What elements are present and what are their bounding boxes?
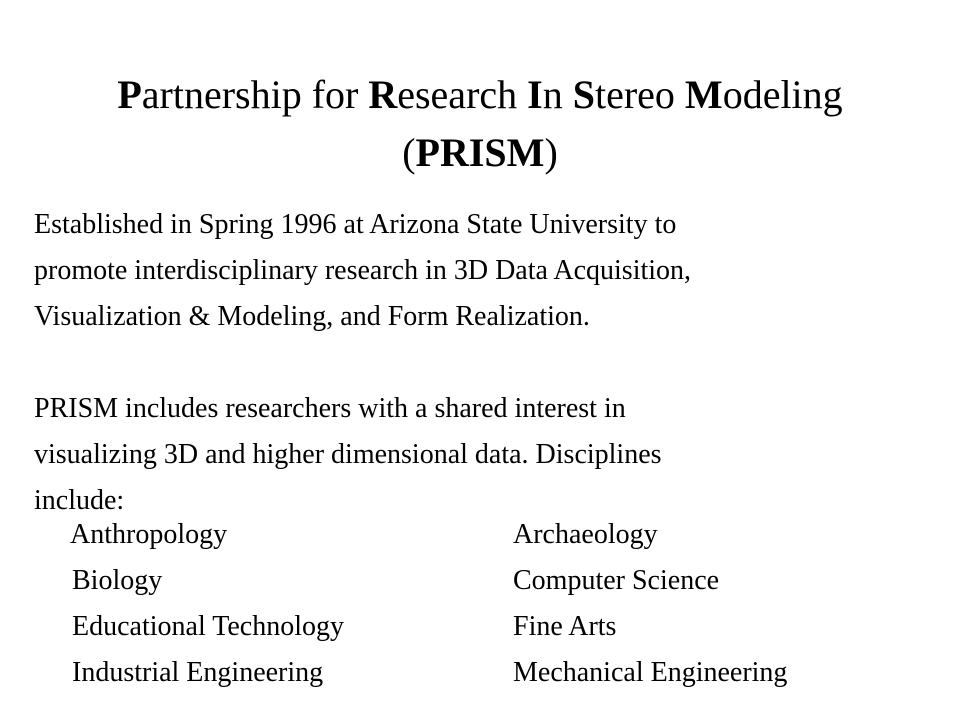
title-line-2 — [0, 124, 960, 182]
discipline-fine-arts: Fine Arts — [513, 611, 617, 642]
discipline-educational-technology: Educational Technology — [72, 611, 345, 642]
paragraph-line: Visualization & Modeling, and Form Realization. — [34, 301, 590, 332]
paragraph-includes — [34, 386, 934, 524]
paragraph-established — [34, 202, 934, 340]
slide-title — [0, 66, 960, 182]
title-close-paren: ) — [544, 130, 558, 175]
paragraph-line: include: — [34, 485, 125, 516]
paragraph-line: visualizing 3D and higher dimensional data. Disciplines — [34, 439, 662, 470]
paragraph-line: promote interdisciplinary research in 3D Data Acquisition, — [34, 255, 692, 286]
title-line-1 — [0, 66, 960, 124]
title-word-stereo: tereo — [594, 72, 685, 117]
title-acronym: PRISM — [415, 130, 545, 175]
discipline-industrial-engineering: Industrial Engineering — [72, 657, 324, 688]
title-initial-m: M — [684, 72, 723, 117]
title-initial-r: R — [368, 72, 398, 117]
title-word-in: n — [542, 72, 573, 117]
paragraph-line: Established in Spring 1996 at Arizona State University to — [34, 209, 677, 240]
paragraph-spacer — [34, 340, 934, 386]
title-initial-s: S — [572, 72, 595, 117]
slide-body — [34, 202, 934, 524]
title-initial-i: I — [527, 72, 543, 117]
title-word-modeling: odeling — [722, 72, 843, 117]
discipline-anthropology: Anthropology — [70, 519, 228, 550]
title-word-research: esearch — [397, 72, 528, 117]
discipline-computer-science: Computer Science — [513, 565, 720, 596]
discipline-mechanical-engineering: Mechanical Engineering — [513, 657, 788, 688]
discipline-archaeology: Archaeology — [513, 519, 658, 550]
title-word-partnership: artnership for — [141, 72, 369, 117]
discipline-biology: Biology — [72, 565, 163, 596]
paragraph-line: PRISM includes researchers with a shared interest in — [34, 393, 626, 424]
title-initial-p: P — [117, 72, 142, 117]
title-open-paren: ( — [402, 130, 416, 175]
